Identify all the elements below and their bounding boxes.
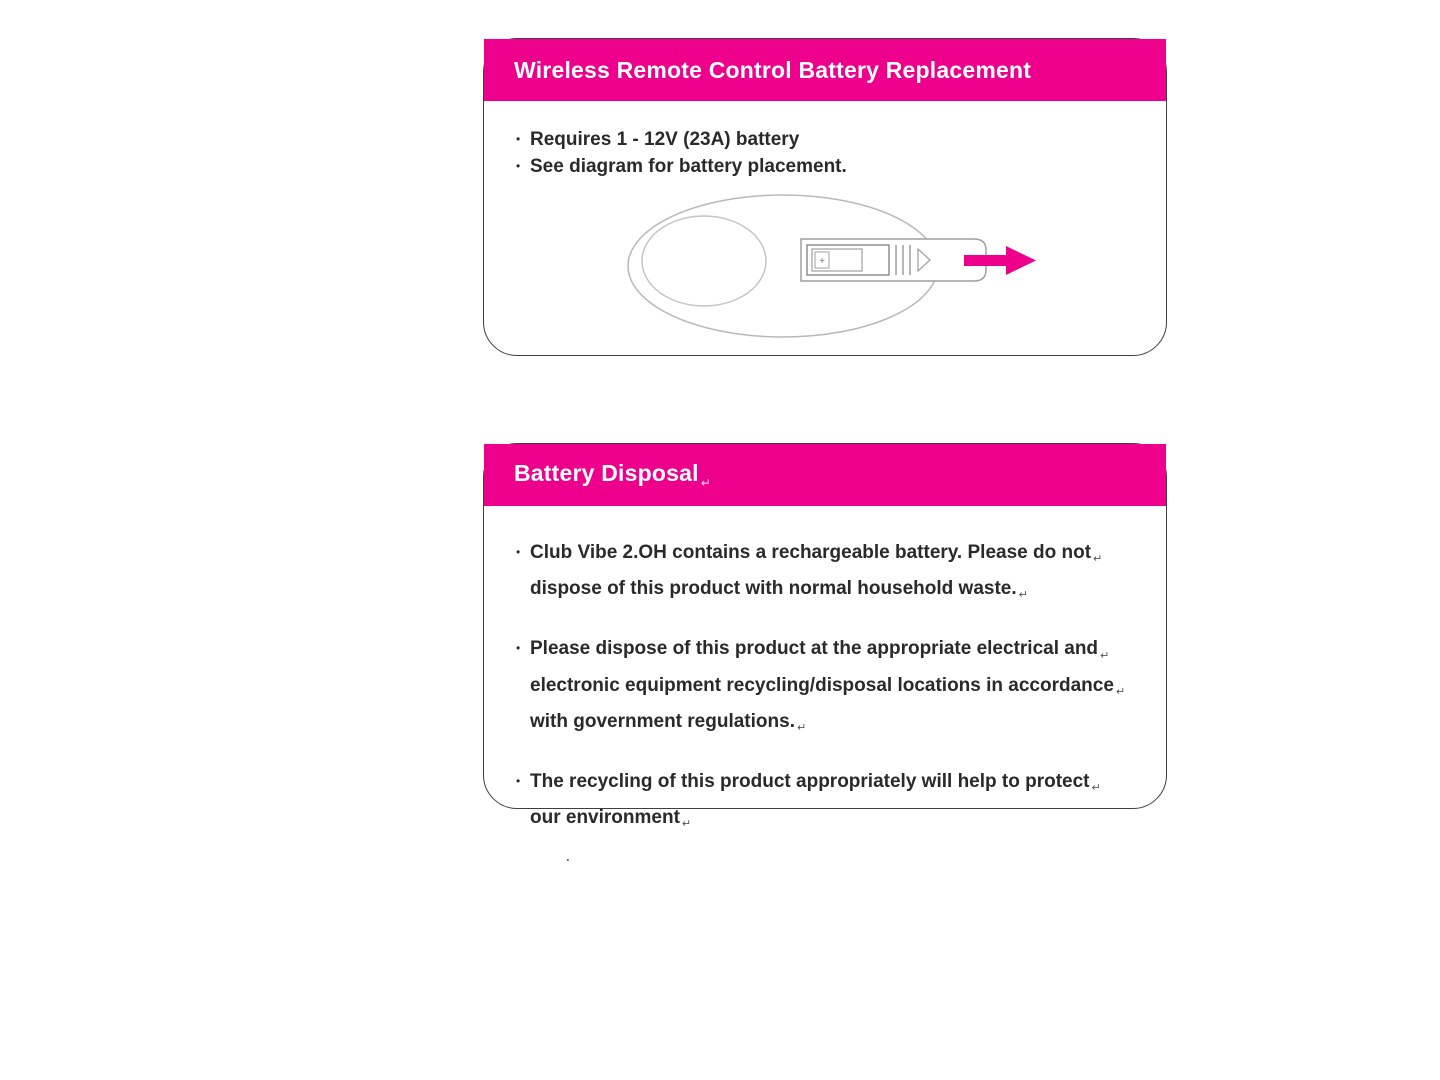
text-line: electronic equipment recycling/disposal locations in accordance $_↵$ <box>530 674 1126 698</box>
bullet-dot: • <box>516 773 521 788</box>
text-line: our environment $_↵$ <box>530 807 692 831</box>
bullet-item <box>516 153 1138 180</box>
battery-replacement-header <box>484 39 1166 101</box>
bullet-item <box>516 538 1138 610</box>
battery-polarity-label: + <box>819 256 825 267</box>
battery-disposal-header <box>484 444 1166 506</box>
stray-period-mark: . <box>566 849 570 865</box>
return-mark: ↵ <box>700 475 711 490</box>
battery-replacement-diagram <box>624 189 1054 349</box>
bullet-dot: • <box>516 132 521 146</box>
bullet-item <box>516 634 1138 743</box>
return-mark: ↵ <box>1018 589 1028 602</box>
bullet-item <box>516 126 1138 153</box>
bullet-dot: • <box>516 545 521 559</box>
text-line: The recycling of this product appropriately will help to protect $_↵$ <box>530 770 1101 795</box>
bullet-lines <box>530 634 1138 743</box>
battery-disposal-card <box>483 443 1167 865</box>
battery-disposal-title <box>514 460 711 490</box>
bullet-text: Requires 1 - 12V (23A) battery <box>530 129 800 150</box>
battery-disposal-title-text: Battery Disposal <box>514 460 699 487</box>
bullet-dot: • <box>516 159 521 173</box>
bullet-item <box>516 767 1138 839</box>
return-mark: ↵ <box>1093 553 1103 566</box>
return-mark: ↵ <box>796 721 807 734</box>
text-line: with government regulations. $_↵$ <box>530 710 807 734</box>
bullet-lines <box>530 538 1138 610</box>
battery-diagram-svg <box>624 189 1054 349</box>
text-line: Club Vibe 2.OH contains a rechargeable battery. Please do not $_↵$ <box>530 542 1103 566</box>
return-mark: ↵ <box>681 818 692 831</box>
return-mark: ↵ <box>1100 649 1110 662</box>
return-mark: ↵ <box>1091 782 1101 795</box>
text-line: dispose of this product with normal household waste. $_↵$ <box>530 578 1028 602</box>
remote-inner-oval <box>642 216 766 306</box>
bullet-text: See diagram for battery placement. <box>530 156 847 177</box>
battery-replacement-title: Wireless Remote Control Battery Replacement <box>514 56 1032 83</box>
battery-disposal-body <box>484 506 1166 864</box>
text-line: Please dispose of this product at the appropriate electrical and $_↵$ <box>530 638 1110 662</box>
return-mark: ↵ <box>1115 685 1126 698</box>
bullet-dot: • <box>516 641 521 656</box>
battery-tray <box>801 239 986 281</box>
battery-replacement-card <box>483 38 1167 356</box>
battery-replacement-body <box>484 101 1166 180</box>
bullet-lines <box>530 767 1138 839</box>
